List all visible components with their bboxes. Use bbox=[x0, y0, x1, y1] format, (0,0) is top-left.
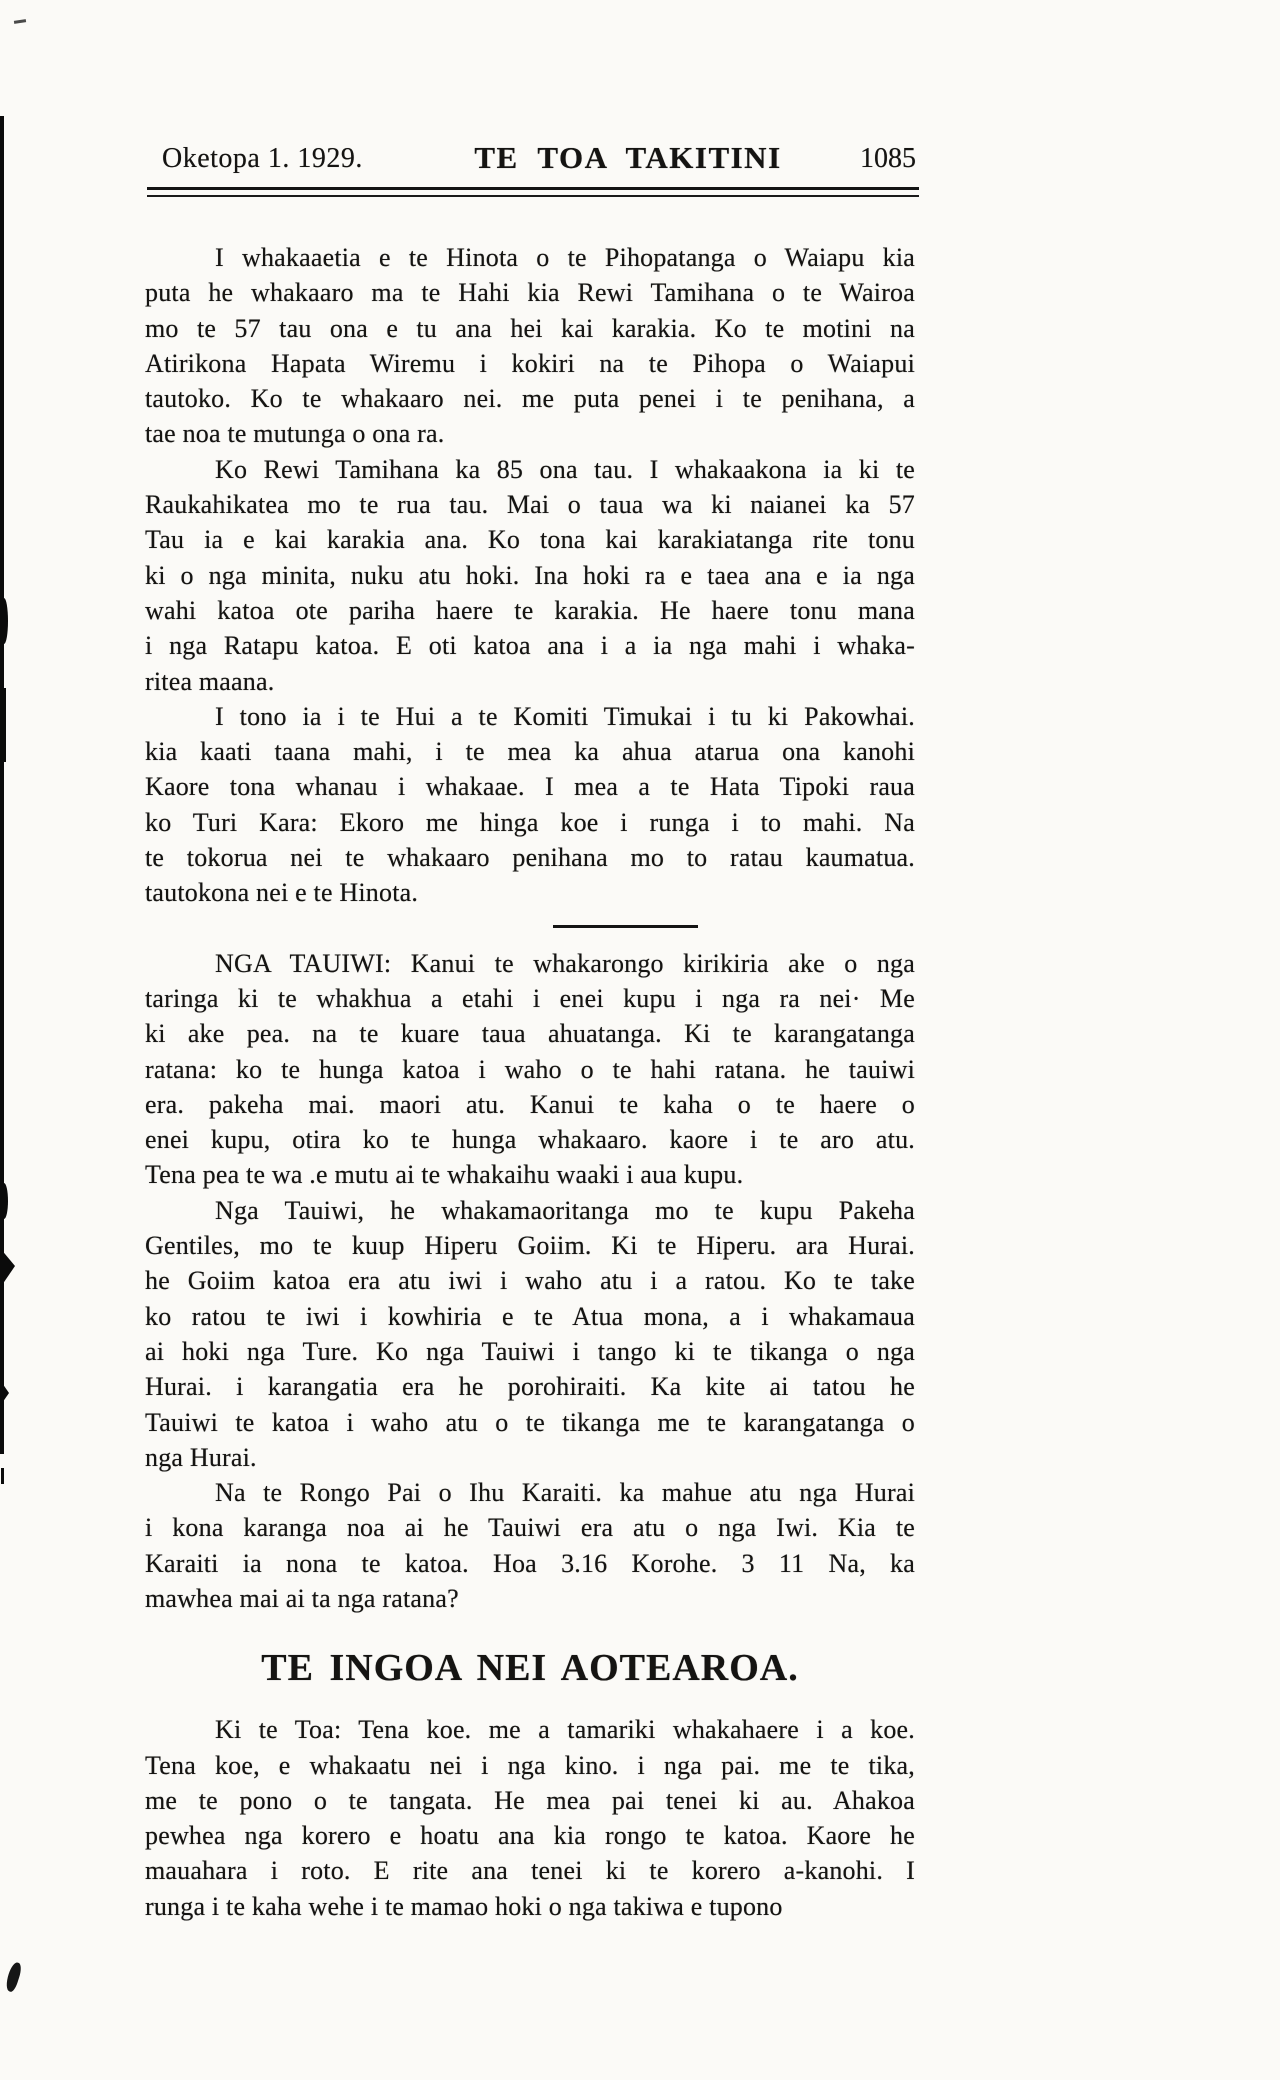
text-line: i nga Ratapu katoa. E oti katoa ana i a ia nga mahi i whaka- bbox=[145, 631, 915, 661]
article-heading-aotearoa: TE INGOA NEI AOTEAROA. bbox=[261, 1647, 799, 1690]
text-line: Atirikona Hapata Wiremu i kokiri na te Pihopa o Waiapui bbox=[145, 348, 915, 378]
text-line: he Goiim katoa era atu iwi i waho atu i a ratou. Ko te take bbox=[145, 1266, 915, 1296]
text-line: era. pakeha mai. maori atu. Kanui te kaha o te haere o bbox=[145, 1089, 915, 1119]
scan-artifact-blob bbox=[0, 598, 8, 644]
text-line: Hurai. i karangatia era he porohiraiti. Ka kite ai tatou he bbox=[145, 1372, 915, 1402]
scan-artifact-blob bbox=[0, 1183, 8, 1219]
text-line: kia kaati taana mahi, i te mea ka ahua atarua ona kanohi bbox=[145, 737, 915, 767]
text-line: taringa ki te whakhua a etahi i enei kupu i nga ra nei· Me bbox=[145, 983, 915, 1013]
text-line: ai hoki nga Ture. Ko nga Tauiwi i tango ki te tikanga o nga bbox=[145, 1336, 915, 1366]
text-line: Tau ia e kai karakia ana. Ko tona kai karakiatanga rite tonu bbox=[145, 525, 915, 555]
text-line: tae noa te mutunga o ona ra. bbox=[145, 419, 445, 449]
scan-artifact-dash bbox=[14, 19, 26, 24]
text-line: ratana: ko te hunga katoa i waho o te hahi ratana. he tauiwi bbox=[145, 1054, 915, 1084]
text-line: tautokona nei e te Hinota. bbox=[145, 878, 419, 908]
text-line: mo te 57 tau ona e tu ana hei kai karakia. Ko te motini na bbox=[145, 313, 915, 343]
paragraph-penihana-2 bbox=[145, 452, 915, 699]
text-line: Gentiles, mo te kuup Hiperu Goiim. Ki te Hiperu. ara Hurai. bbox=[145, 1231, 915, 1261]
scan-artifact-thick-segment bbox=[0, 688, 6, 762]
text-line: NGA TAUIWI: Kanui te whakarongo kirikiria ake o nga bbox=[215, 948, 915, 978]
issue-date: Oketopa 1. 1929. bbox=[162, 143, 363, 174]
text-line: Kaore tona whanau i whakaae. I mea a te Hata Tipoki raua bbox=[145, 772, 915, 802]
text-line: ki ake pea. na te kuare taua ahuatanga. Ki te karangatanga bbox=[145, 1019, 915, 1049]
scan-artifact-triangle bbox=[0, 1248, 15, 1288]
scan-artifact-dash bbox=[1, 1468, 4, 1484]
text-line: Nga Tauiwi, he whakamaoritanga mo te kupu Pakeha bbox=[215, 1195, 915, 1225]
text-line: wahi katoa ote pariha haere te karakia. He haere tonu mana bbox=[145, 595, 915, 625]
text-line: Raukahikatea mo te rua tau. Mai o taua wa ki naianei ka 57 bbox=[145, 490, 915, 520]
paragraph-tauiwi-1 bbox=[145, 946, 915, 1193]
header-rule-top bbox=[147, 187, 919, 190]
text-line: ritea maana. bbox=[145, 666, 275, 696]
text-line: mauahara i roto. E rite ana tenei ki te korero a-kanohi. I bbox=[145, 1856, 915, 1886]
text-line: Ki te Toa: Tena koe. me a tamariki whakahaere i a koe. bbox=[215, 1715, 915, 1745]
paragraph-tauiwi-3 bbox=[145, 1475, 915, 1616]
text-line: I tono ia i te Hui a te Komiti Timukai i tu ki Pakowhai. bbox=[215, 701, 915, 731]
text-line: i kona karanga noa ai he Tauiwi era atu o nga Iwi. Kia te bbox=[145, 1513, 915, 1543]
text-line: puta he whakaaro ma te Hahi kia Rewi Tamihana o te Wairoa bbox=[145, 278, 915, 308]
paragraph-penihana-1 bbox=[145, 240, 915, 452]
text-line: ko Turi Kara: Ekoro me hinga koe i runga i to mahi. Na bbox=[145, 807, 915, 837]
paragraph-penihana-3 bbox=[145, 699, 915, 911]
text-line: ko ratou te iwi i kowhiria e te Atua mona, a i whakamaua bbox=[145, 1301, 915, 1331]
text-line: te tokorua nei te whakaaro penihana mo to ratau kaumatua. bbox=[145, 843, 915, 873]
text-line: I whakaaetia e te Hinota o te Pihopatanga o Waiapu kia bbox=[215, 243, 915, 272]
scan-artifact-smudge bbox=[4, 1961, 24, 1993]
section-divider-rule bbox=[553, 925, 698, 928]
text-line: Ko Rewi Tamihana ka 85 ona tau. I whakaakona ia ki te bbox=[215, 454, 915, 484]
masthead-title: TE TOA TAKITINI bbox=[474, 140, 782, 175]
header-rule-bottom bbox=[147, 195, 919, 197]
article-column bbox=[145, 240, 915, 1924]
text-line: Karaiti ia nona te katoa. Hoa 3.16 Korohe. 3 11 Na, ka bbox=[145, 1548, 915, 1578]
text-line: Tena koe, e whakaatu nei i nga kino. i nga pai. me te tika, bbox=[145, 1750, 915, 1780]
page-number: 1085 bbox=[860, 143, 916, 174]
text-line: enei kupu, otira ko te hunga whakaaro. kaore i te aro atu. bbox=[145, 1125, 915, 1155]
text-line: tautoko. Ko te whakaaro nei. me puta penei i te penihana, a bbox=[145, 384, 915, 414]
text-line: nga Hurai. bbox=[145, 1442, 257, 1472]
text-line: ki o nga minita, nuku atu hoki. Ina hoki ra e taea ana e ia nga bbox=[145, 560, 915, 590]
text-line: mawhea mai ai ta nga ratana? bbox=[145, 1583, 459, 1613]
text-line: Tena pea te wa .e mutu ai te whakaihu waaki i aua kupu. bbox=[145, 1160, 744, 1190]
text-line: Tauiwi te katoa i waho atu o te tikanga me te karangatanga o bbox=[145, 1407, 915, 1437]
text-line: pewhea nga korero e hoatu ana kia rongo te katoa. Kaore he bbox=[145, 1821, 915, 1851]
paragraph-tauiwi-2 bbox=[145, 1193, 915, 1475]
text-line: runga i te kaha wehe i te mamao hoki o nga takiwa e tupono bbox=[145, 1891, 783, 1921]
paragraph-aotearoa-1 bbox=[145, 1712, 915, 1924]
text-line: Na te Rongo Pai o Ihu Karaiti. ka mahue atu nga Hurai bbox=[215, 1478, 915, 1508]
scan-artifact-triangle bbox=[0, 1380, 9, 1406]
text-line: me te pono o te tangata. He mea pai tenei ki au. Ahakoa bbox=[145, 1785, 915, 1815]
